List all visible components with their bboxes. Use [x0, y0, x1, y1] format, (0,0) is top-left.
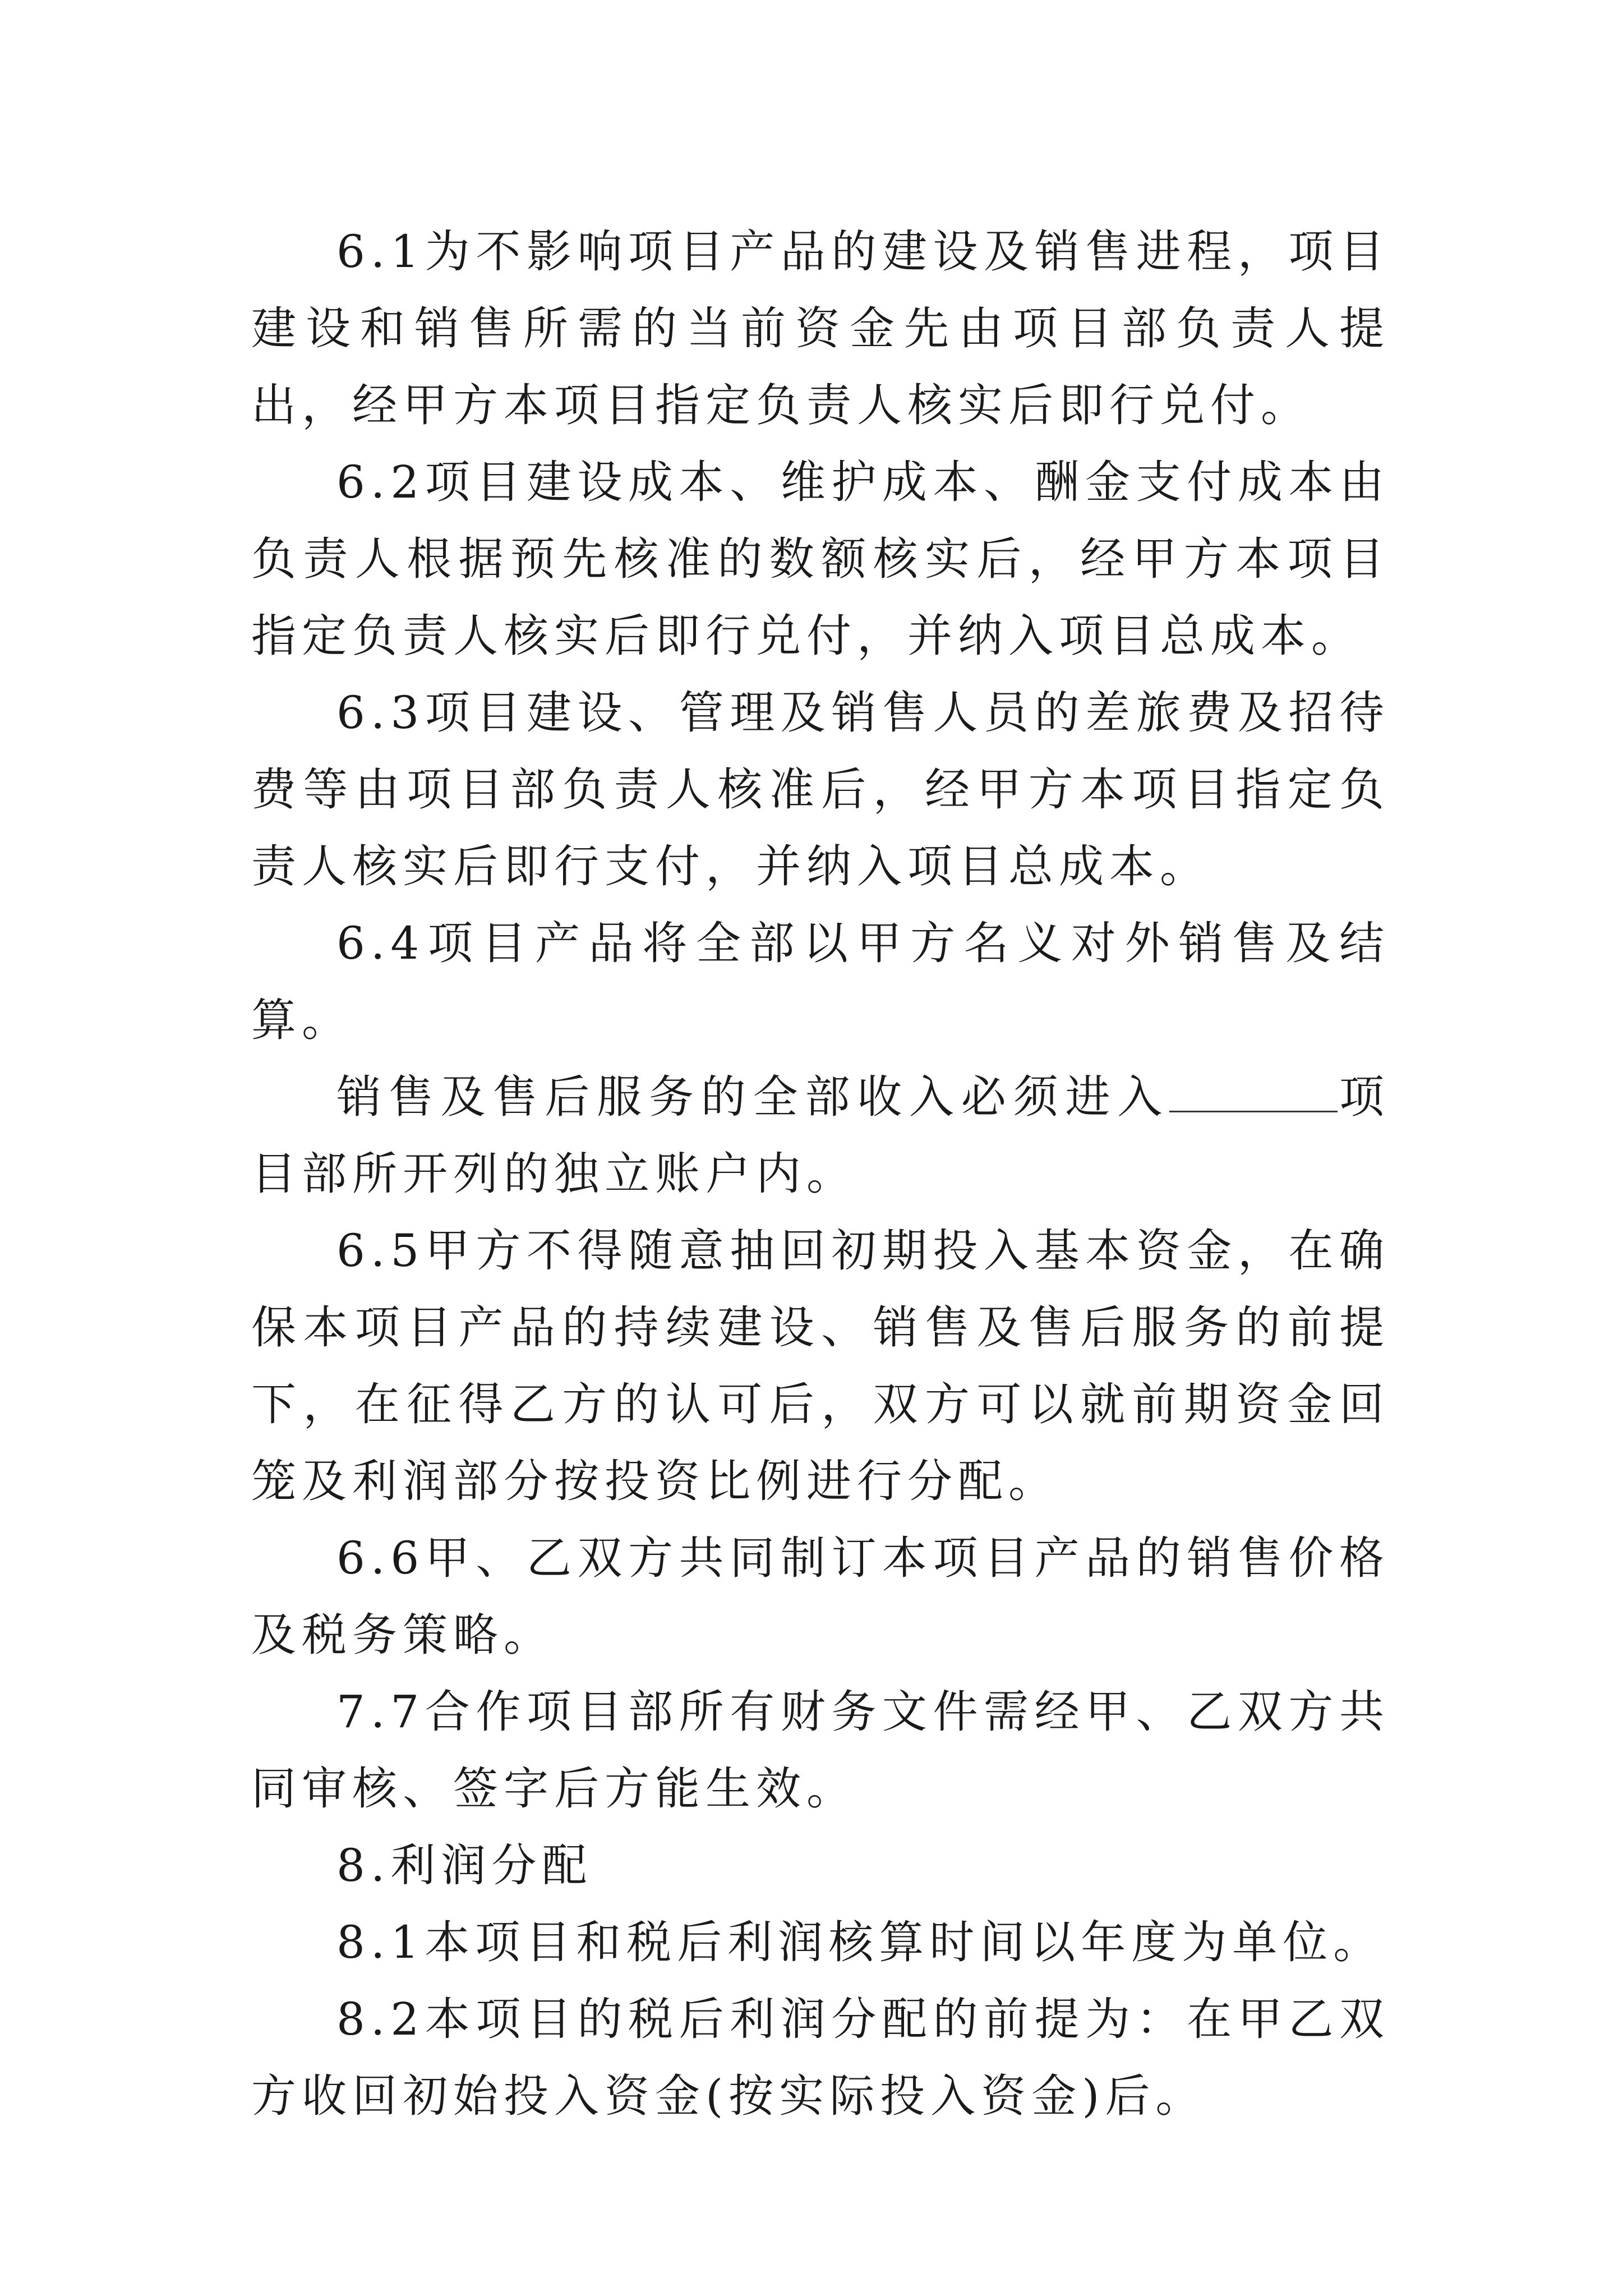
document-body: [251, 213, 1390, 2134]
sales-account-text-before: 销售及售后服务的全部收入必须进入: [336, 1071, 1170, 1123]
paragraph-6-5: 6.5甲方不得随意抽回初期投入基本资金，在确保本项目产品的持续建设、销售及售后服务的前提下，在征得乙方的认可后，双方可以就前期资金回笼及利润部分按投资比例进行分配。: [251, 1225, 1390, 1507]
paragraph-8-1: 8.1本项目和税后利润核算时间以年度为单位。: [336, 1916, 1384, 1968]
paragraph-6-3: 6.3项目建设、管理及销售人员的差旅费及招待费等由项目部负责人核准后，经甲方本项目指定负责人核实后即行支付，并纳入项目总成本。: [251, 687, 1390, 892]
paragraph-6-2: 6.2项目建设成本、维护成本、酬金支付成本由负责人根据预先核准的数额核实后，经甲方本项目指定负责人核实后即行兑付，并纳入项目总成本。: [251, 456, 1390, 662]
sales-account-text-after: 项目部所开列的独立账户内。: [251, 1071, 1390, 1200]
fill-in-blank: [1169, 1071, 1338, 1112]
paragraph-7-7: 7.7合作项目部所有财务文件需经甲、乙双方共同审核、签字后方能生效。: [251, 1686, 1390, 1815]
paragraph-6-4: 6.4项目产品将全部以甲方名义对外销售及结算。: [251, 917, 1390, 1046]
paragraph-6-6: 6.6甲、乙双方共同制订本项目产品的销售价格及税务策略。: [251, 1532, 1390, 1661]
paragraph-sales-account: [251, 1059, 1390, 1212]
section-heading-profit-distribution: 8.利润分配: [336, 1839, 593, 1892]
paragraph-6-1: 6.1为不影响项目产品的建设及销售进程，项目建设和销售所需的当前资金先由项目部负责人提出，经甲方本项目指定负责人核实后即行兑付。: [251, 226, 1390, 431]
paragraph-8-2: 8.2本项目的税后利润分配的前提为：在甲乙双方收回初始投入资金(按实际投入资金)后。: [251, 1993, 1390, 2122]
